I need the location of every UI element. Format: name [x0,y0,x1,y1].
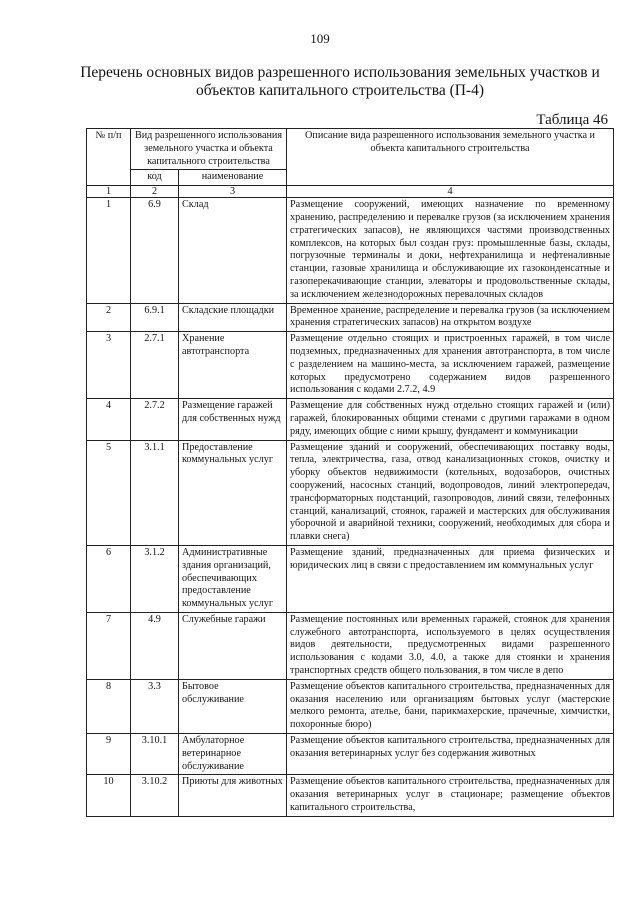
table-row [87,612,614,679]
header-num: № п/п [87,129,131,186]
row-number: 7 [87,612,131,679]
table-row [87,734,614,775]
table-row [87,332,614,399]
row-name: Хранение автотранспорта [179,332,287,399]
header-kind-group: Вид разрешенного использования земельного участка и объекта капитального строительства [131,129,287,170]
table-header [87,129,614,198]
row-code: 3.10.1 [131,734,179,775]
column-number: 3 [179,186,287,198]
header-name: наименование [179,170,287,186]
row-number: 1 [87,198,131,303]
table-row [87,679,614,733]
row-name: Приюты для животных [179,775,287,816]
row-code: 6.9.1 [131,303,179,332]
header-description: Описание вида разрешенного использования земельного участка и объекта капитального строительства [287,129,614,186]
row-number: 6 [87,545,131,612]
row-description: Размещение для собственных нужд отдельно стоящих гаражей и (или) гаражей, блокированных общими стенами с другими гаражами в одном ряду, имеющих общие с ними крышу, фундамент и коммуникации [287,399,614,440]
table-body [87,198,614,817]
row-number: 3 [87,332,131,399]
row-number: 5 [87,440,131,545]
row-name: Предоставление коммунальных услуг [179,440,287,545]
row-description: Размещение сооружений, имеющих назначение по временному хранению, распределению и перевалке грузов (за исключением хранения стратегических запасов), не являющихся частями производственных комплексов, на которых был создан груз: промышленные базы, склады, погрузочные терминалы и доки, нефтехранилища и нефтеналивные станции, газовые хранилища и обслуживающие их газоконденсатные и газоперекачивающие станции, элеваторы и продовольственные склады, за исключением железнодорожных перевалочных складов [287,198,614,303]
row-description: Размещение зданий и сооружений, обеспечивающих поставку воды, тепла, электричества, газа, отвод канализационных стоков, очистку и уборку объектов недвижимости (котельных, водозаборов, очистных сооружений, насосных станций, водопроводов, линий электропередач, трансформаторных подстанций, газопроводов, линий связи, телефонных станций, канализаций, стоянок, гаражей и мастерских для обслуживания уборочной и аварийной техники, сооружений, необходимых для сбора и плавки снега) [287,440,614,545]
table-row [87,198,614,303]
row-number: 2 [87,303,131,332]
row-code: 4.9 [131,612,179,679]
table-row [87,440,614,545]
table-row [87,775,614,816]
page-number: 109 [310,31,330,46]
row-name: Размещение гаражей для собственных нужд [179,399,287,440]
row-description: Размещение объектов капитального строительства, предназначенных для оказания ветеринарных услуг без содержания животных [287,734,614,775]
land-use-table [86,128,614,817]
row-description: Размещение объектов капитального строительства, предназначенных для оказания ветеринарных услуг в стационаре; размещение объектов капитального строительства, [287,775,614,816]
table-row [87,399,614,440]
row-description: Временное хранение, распределение и перевалка грузов (за исключением хранения стратегических запасов) на открытом воздухе [287,303,614,332]
row-name: Складские площадки [179,303,287,332]
row-code: 2.7.1 [131,332,179,399]
column-number-row [87,186,614,198]
row-code: 3.1.1 [131,440,179,545]
column-number: 1 [87,186,131,198]
row-number: 4 [87,399,131,440]
row-name: Административные здания организаций, обеспечивающих предоставление коммунальных услуг [179,545,287,612]
row-number: 8 [87,679,131,733]
row-description: Размещение объектов капитального строительства, предназначенных для оказания населению или организациям бытовых услуг (мастерские мелкого ремонта, ателье, бани, парикмахерские, прачечные, химчистки, похоронные бюро) [287,679,614,733]
table-label: Таблица 46 [536,112,608,128]
header-code: код [131,170,179,186]
row-code: 3.10.2 [131,775,179,816]
row-name: Склад [179,198,287,303]
row-code: 2.7.2 [131,399,179,440]
row-code: 3.3 [131,679,179,733]
column-number: 2 [131,186,179,198]
column-number: 4 [287,186,614,198]
row-code: 6.9 [131,198,179,303]
table-row [87,303,614,332]
row-description: Размещение зданий, предназначенных для приема физических и юридических лиц в связи с предоставлением им коммунальных услуг [287,545,614,612]
row-name: Служебные гаражи [179,612,287,679]
row-number: 10 [87,775,131,816]
table-row [87,545,614,612]
row-description: Размещение отдельно стоящих и пристроенных гаражей, в том числе подземных, предназначенных для хранения автотранспорта, в том числе с разделением на машино-места, за исключением гаражей, размещение которых предусмотрено содержанием видов разрешенного использования с кодами 2.7.2, 4.9 [287,332,614,399]
row-name: Амбулаторное ветеринарное обслуживание [179,734,287,775]
document-title: Перечень основных видов разрешенного использования земельных участков и объектов капитального строительства (П-4) [80,64,600,99]
row-code: 3.1.2 [131,545,179,612]
row-number: 9 [87,734,131,775]
row-name: Бытовое обслуживание [179,679,287,733]
row-description: Размещение постоянных или временных гаражей, стоянок для хранения служебного автотранспорта, используемого в целях осуществления видов деятельности, предусмотренных видами разрешенного использования с кодами 3.0, 4.0, а также для стоянки и хранения транспортных средств общего пользования, в том числе в депо [287,612,614,679]
